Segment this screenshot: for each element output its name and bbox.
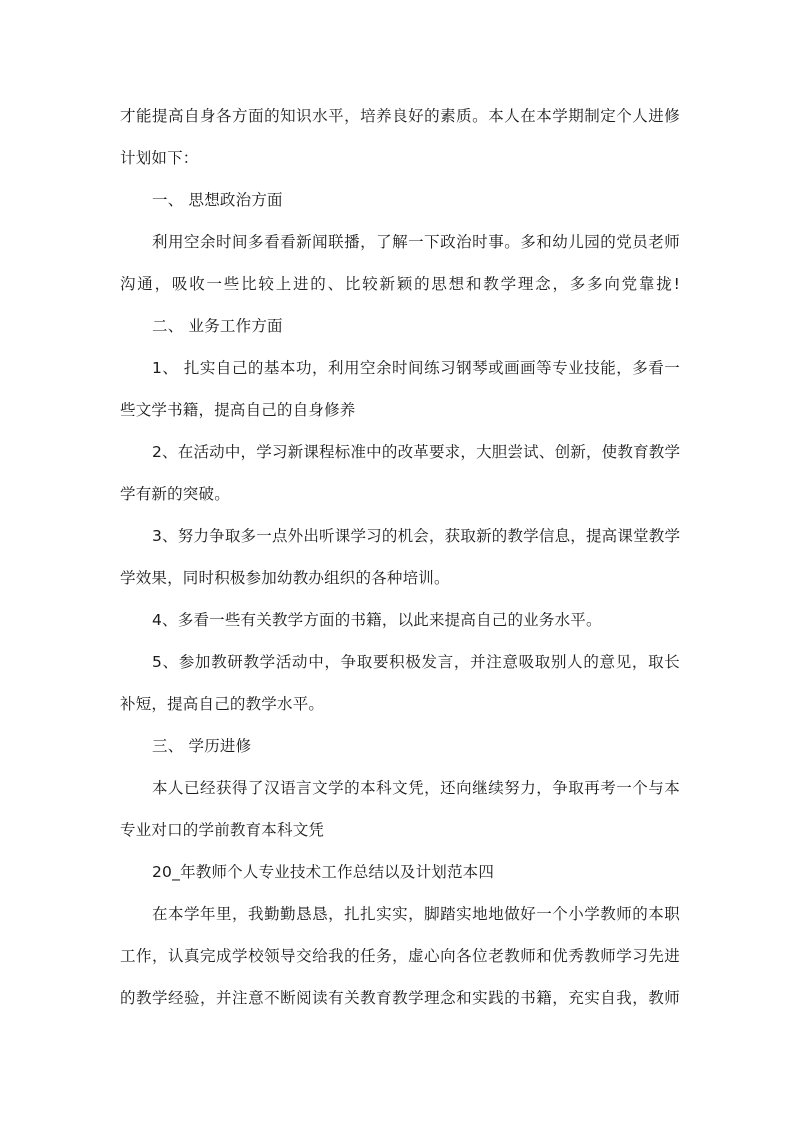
document-subtitle: 20_年教师个人专业技术工作总结以及计划范本四 [152, 863, 495, 881]
paragraph-line: 2、在活动中，学习新课程标准中的改革要求，大胆尝试、创新，使教育教学 [152, 443, 680, 461]
paragraph-line: 工作，认真完成学校领导交给我的任务，虚心向各位老教师和优秀教师学习先进 [120, 947, 680, 965]
paragraph-line: 本人已经获得了汉语言文学的本科文凭，还向继续努力，争取再考一个与本 [152, 779, 680, 797]
section-heading: 二、 业务工作方面 [152, 317, 283, 335]
paragraph-line: 4、多看一些有关教学方面的书籍，以此来提高自己的业务水平。 [152, 611, 602, 629]
paragraph-line: 学效果，同时积极参加幼教办组织的各种培训。 [120, 569, 450, 587]
paragraph-line: 5、参加教研教学活动中，争取要积极发言，并注意吸取别人的意见，取长 [152, 653, 680, 671]
paragraph-line: 才能提高自身各方面的知识水平，培养良好的素质。本人在本学期制定个人进修 [120, 107, 680, 125]
paragraph-line: 些文学书籍，提高自己的自身修养 [120, 401, 356, 419]
paragraph-line: 利用空余时间多看看新闻联播，了解一下政治时事。多和幼儿园的党员老师 [152, 233, 680, 251]
paragraph-line: 的教学经验，并注意不断阅读有关教育教学理念和实践的书籍，充实自我，教师 [120, 989, 680, 1007]
section-heading: 一、 思想政治方面 [152, 191, 283, 209]
paragraph-line: 1、 扎实自己的基本功，利用空余时间练习钢琴或画画等专业技能，多看一 [152, 359, 680, 377]
paragraph-line: 计划如下： [120, 149, 199, 167]
paragraph-line: 专业对口的学前教育本科文凭 [120, 821, 325, 839]
paragraph-line: 学有新的突破。 [120, 485, 230, 503]
paragraph-line: 在本学年里，我勤勤恳恳，扎扎实实，脚踏实地地做好一个小学教师的本职 [152, 905, 680, 923]
paragraph-line: 3、努力争取多一点外出听课学习的机会，获取新的教学信息，提高课堂教学 [152, 527, 680, 545]
section-heading: 三、 学历进修 [152, 737, 252, 755]
paragraph-line: 补短，提高自己的教学水平。 [120, 695, 325, 713]
paragraph-line: 沟通，吸收一些比较上进的、比较新颖的思想和教学理念，多多向党靠拢! [120, 275, 680, 293]
